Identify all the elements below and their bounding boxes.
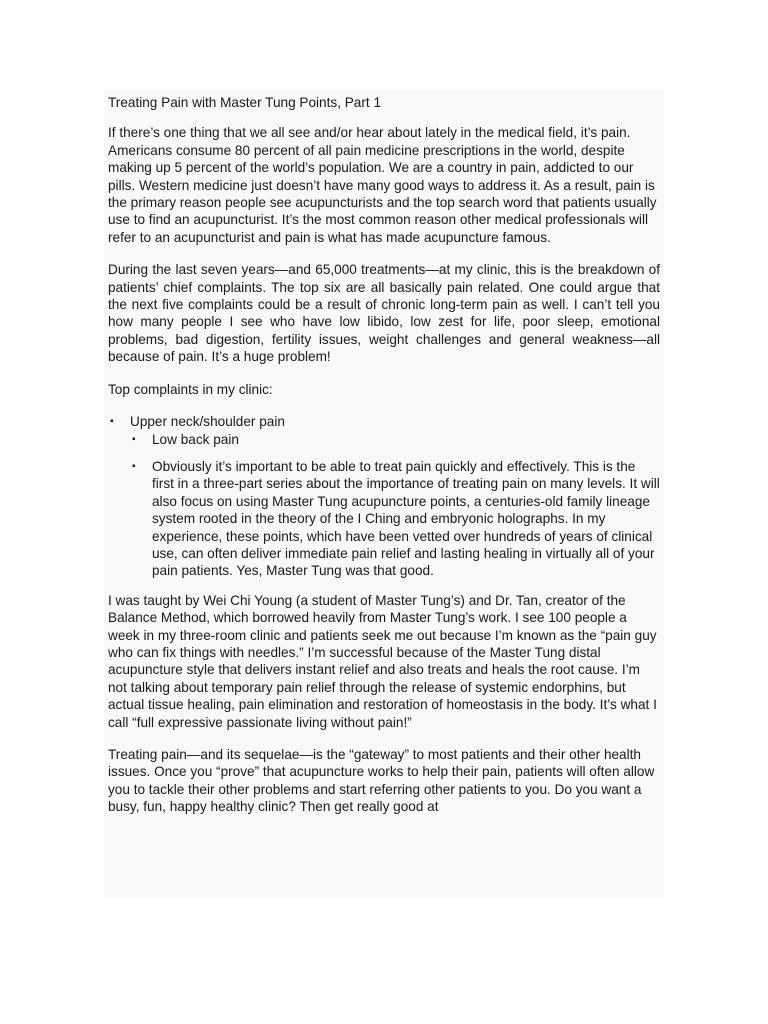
list-item-label: Obviously it’s important to be able to treat pain quickly and effectively. This is the first in a three-part series about the importance of treating pain on many levels. It will also focus on using Master Tung acupuncture points, a centuries-old family lineage system rooted in the theory of the I Ching and embryonic holographs. In my experience, these points, which have been vetted over hundreds of years of clinical use, can often deliver immediate pain relief and lasting healing in virtually all of your pain patients. Yes, Master Tung was that good. bbox=[152, 458, 660, 579]
paragraph-complaints-breakdown: During the last seven years—and 65,000 treatments—at my clinic, this is the breakdown of patients’ chief complaints. The top six are all basically pain related. One could argue that the next five complaints could be a result of chronic long-term pain as well. I can’t tell you how many people I see who have low libido, low zest for life, poor sleep, emotional problems, bad digestion, fertility issues, weight challenges and general weakness—all because of pain. It’s a huge problem! bbox=[108, 262, 660, 365]
paragraph-gateway: Treating pain—and its sequelae—is the “gateway” to most patients and their other health issues. Once you “prove” that acupuncture works to help their pain, patients will often allow you to tackle their other problems and start referring other patients to you. Do you want a busy, fun, happy healthy clinic? Then get really good at bbox=[108, 747, 655, 815]
document-page bbox=[104, 90, 664, 898]
list-item-label: Upper neck/shoulder pain bbox=[130, 414, 285, 430]
paragraph-training: I was taught by Wei Chi Young (a student of Master Tung’s) and Dr. Tan, creator of the Balance Method, which borrowed heavily from Master Tung’s work. I see 100 people a week in my three-room clinic and patients seek me out because I’m known as the “pain guy who can fix things with needles.” I’m successful because of the Master Tung distal acupuncture style that delivers instant relief and also treats and heals the root cause. I’m not talking about temporary pain relief through the release of systemic endorphins, but actual tissue healing, pain elimination and restoration of homeostasis in the body. It’s what I call “full expressive passionate living without pain!” bbox=[108, 592, 657, 730]
list-heading: Top complaints in my clinic: bbox=[108, 381, 273, 397]
list-item bbox=[130, 458, 660, 580]
paragraph-intro: If there’s one thing that we all see and/or hear about lately in the medical field, it’s pain. Americans consume 80 percent of all pain medicine prescriptions in the world, despite making up 5 percent of the world’s population. We are a country in pain, addicted to our pills. Western medicine just doesn’t have many good ways to address it. As a result, pain is the primary reason people see acupuncturists and the top search word that patients usually use to find an acupuncturist. It’s the most common reason other medical professionals will refer to an acupuncturist and pain is what has made acupuncture famous. bbox=[108, 125, 657, 245]
document-title: Treating Pain with Master Tung Points, Part 1 bbox=[108, 95, 382, 110]
list-item-label: Low back pain bbox=[152, 431, 239, 447]
complaints-list bbox=[108, 413, 660, 580]
list-item bbox=[130, 431, 660, 448]
complaints-sublist bbox=[130, 431, 660, 580]
list-item bbox=[108, 413, 660, 580]
